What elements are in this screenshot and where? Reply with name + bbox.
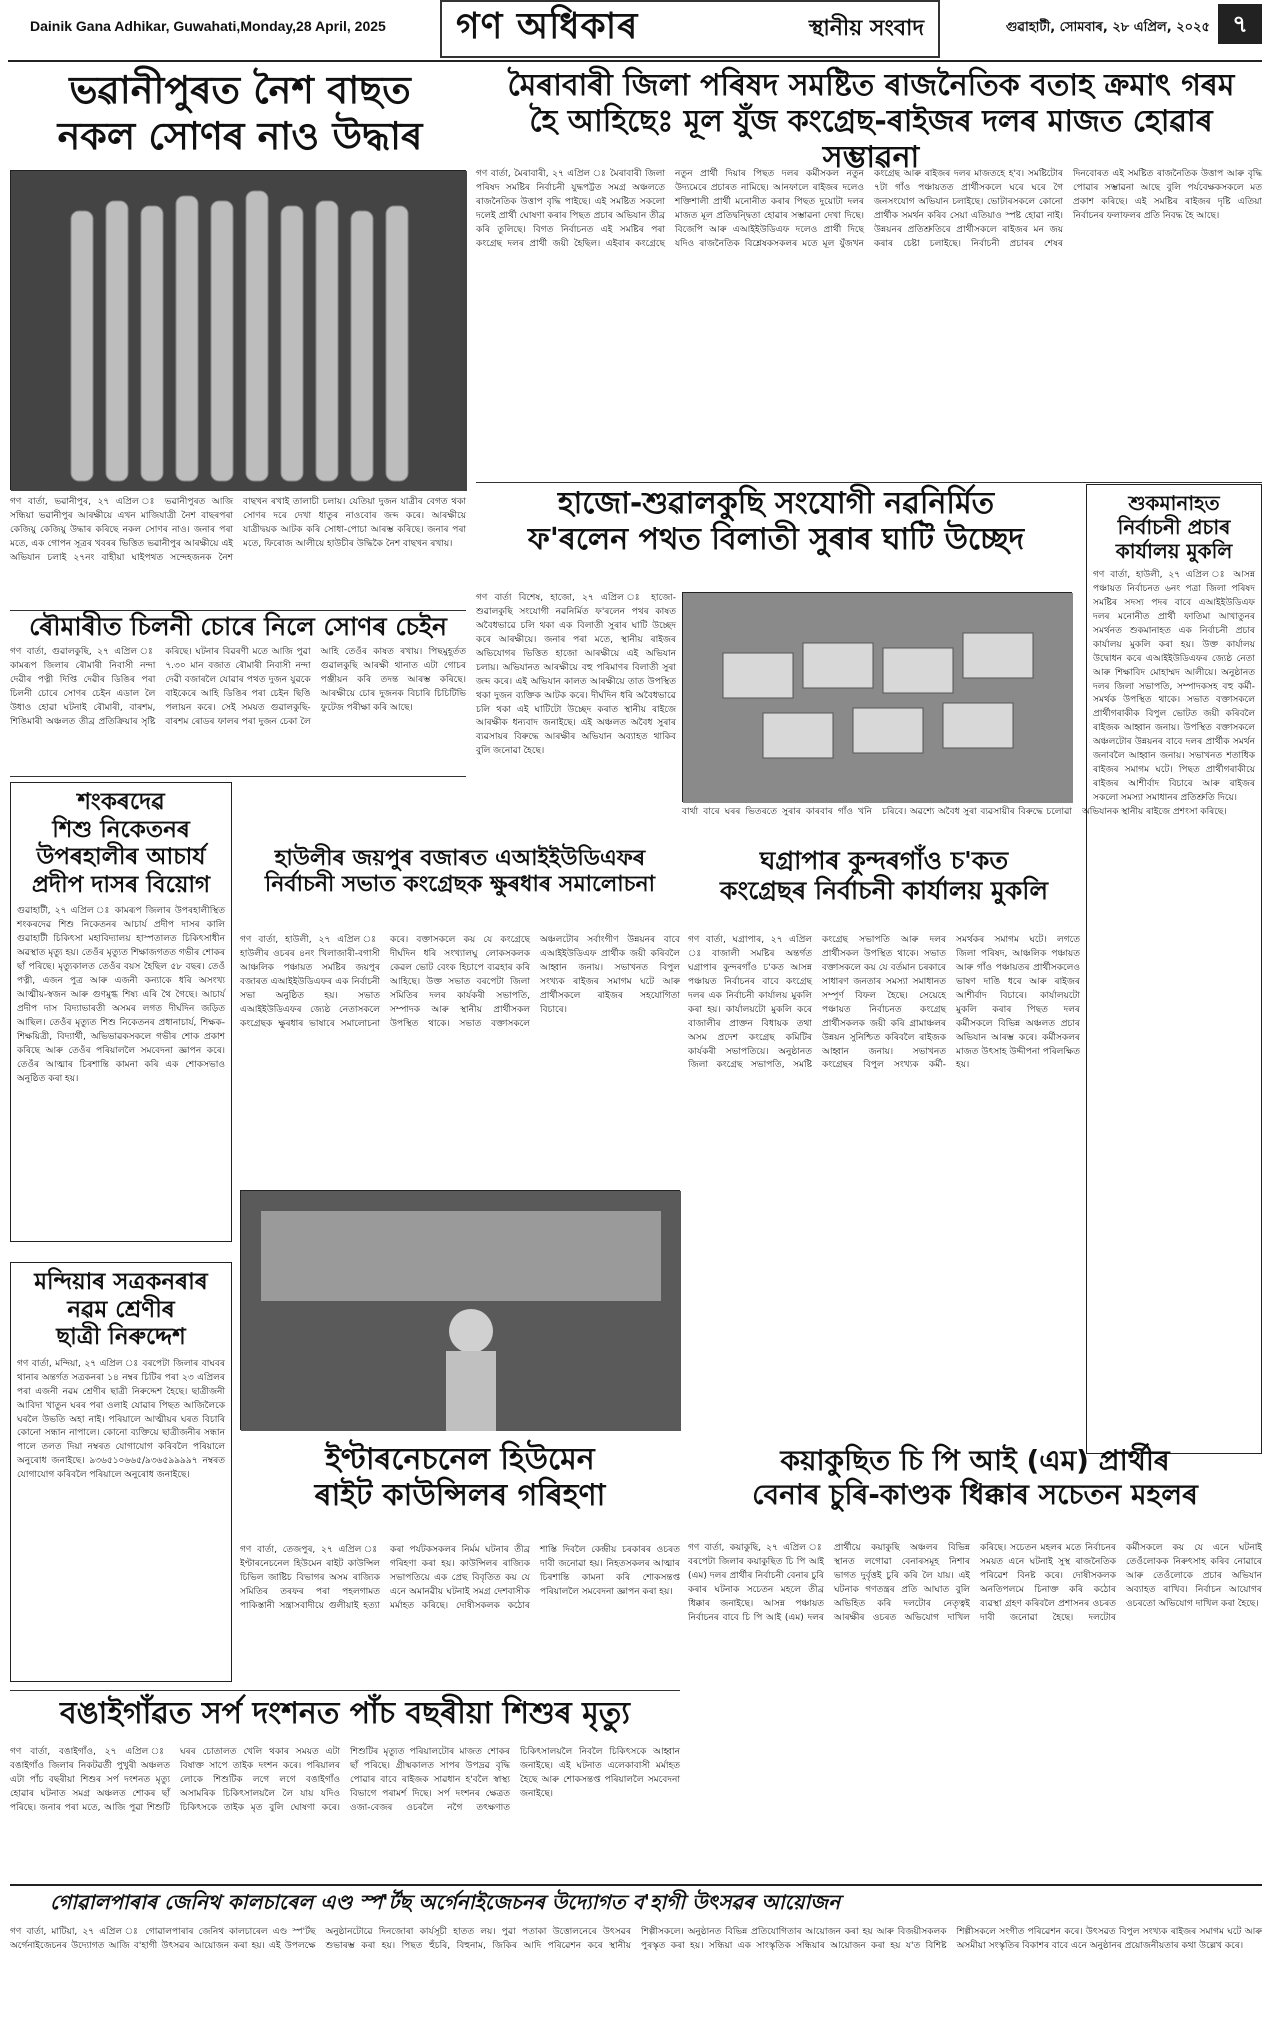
a8-title-line1: ঘগ্ৰাপাৰ কুন্দৰগাঁও চ'কত: [759, 846, 1009, 875]
a5-title-line1: হাজো-শুৱালকুছি সংযোগী নৱনিৰ্মিত: [557, 486, 995, 521]
article-9-headline: [240, 1442, 680, 1514]
a3-title-line3: উপৰহালীৰ আচাৰ্য: [36, 844, 206, 871]
a3-title-line4: প্ৰদীপ দাসৰ বিয়োগ: [31, 871, 211, 898]
a4-title-line1: মন্দিয়াৰ সত্ৰকনৰাৰ: [34, 1269, 208, 1295]
masthead-edition: Dainik Gana Adhikar, Guwahati,Monday,28 April, 2025: [30, 18, 386, 34]
section-name: স্থানীয় সংবাদ: [808, 15, 924, 41]
article-7-body: গণ বাৰ্তা, হাউলী, ২৭ এপ্ৰিল ঃ হাউলীৰ ওচৰৰ ৪নং খিলাজাৰী-বগাসী আঞ্চলিক পঞ্চায়ত সমষ্টিৰ জয়পুৰ বজাৰত এআইইউডিএফৰ এক নিৰ্বাচনী সভা অনুষ্ঠিত হয়। সভাত এআইইউডিএফৰ জ্যেষ্ঠ নেতাসকলে কংগ্ৰেছক ক্ষুৰধাৰ ভাষাৰে সমালোচনা কৰে। বক্তাসকলে কয় যে কংগ্ৰেছে দীৰ্ঘদিন ধৰি সংখ্যালঘু লোকসকলক কেৱল ভোট বেংক হিচাপে ব্যৱহাৰ কৰি আহিছে। উক্ত সভাত বৰপেটা জিলা সমিতিৰ দলৰ কাৰ্যকৰী সভাপতি, সম্পাদক আৰু স্থানীয় প্ৰাৰ্থীসকল উপস্থিত থাকে। সভাত বক্তাসকলে অঞ্চলটোৰ সৰ্বাংগীণ উন্নয়নৰ বাবে এআইইউডিএফ প্ৰাৰ্থীক জয়ী কৰিবলৈ আহ্বান জনায়। সভাখনত বিপুল সংখ্যক ৰাইজৰ সমাগম ঘটে আৰু প্ৰাৰ্থীসকলে ৰাইজৰ সহযোগিতা বিচাৰে।: [240, 935, 680, 1029]
a10-title-line1: কয়াকুছিত চি পি আই (এম) প্ৰাৰ্থীৰ: [780, 1444, 1170, 1477]
article-11-headline: বঙাইগাঁৱত সৰ্প দংশনত পাঁচ বছৰীয়া শিশুৰ মৃত্যু: [59, 1696, 630, 1731]
article-2-headline: ৰৌমাৰীত চিলনী চোৰে নিলে সোণৰ চেইন: [29, 612, 447, 641]
aiudf-meeting-photo: [240, 1190, 680, 1430]
article-1-headline: [10, 68, 470, 159]
article-7-headline: [240, 846, 680, 899]
article-5-body: গণ বাৰ্তা বিশেষ, হাজো, ২৭ এপ্ৰিল ঃ হাজো-শুৱালকুছি সংযোগী নৱনিৰ্মিত ফ'ৰলেন পথৰ কাষত অবৈধভাৱে চলি থকা এক বিলাতী সুৰাৰ ঘাটি উচ্ছেদ কৰে আৰক্ষীয়ে। জনাৰ পৰা মতে, স্থানীয় ৰাইজৰ অভিযোগৰ ভিত্তিত হাজো আৰক্ষীয়ে এই অভিযান চলায়। অভিযানত আৰক্ষীয়ে বহু পৰিমাণৰ বিলাতী সুৰা জব্দ কৰে। এই অভিযান কালত আৰক্ষীয়ে তাত উপস্থিত থকা দুজন ব্যক্তিক আটক কৰে। দীৰ্ঘদিন ধৰি অবৈধভাৱে চলি থকা এই ঘাটিটো উচ্ছেদ কৰাত স্থানীয় ৰাইজে আৰক্ষীক ধন্যবাদ জনাইছে। এই অঞ্চলত অবৈধ সুৰাৰ ব্যৱসায়ৰ বিৰুদ্ধে আৰক্ষীৰ অভিযান অব্যাহত থাকিব বুলি জনোৱা হৈছে।: [476, 593, 676, 757]
a7-title-line1: হাউলীৰ জয়পুৰ বজাৰত এআইইউডিএফৰ: [274, 846, 646, 871]
divider: [476, 482, 1262, 483]
article-1-body: গণ বাৰ্তা, ভৱানীপুৰ, ২৭ এপ্ৰিল ঃ ভৱানীপুৰত আজি সন্ধিয়া ভৱানীপুৰ আৰক্ষীয়ে এখন মাজিযাত্ৰী নৈশ বাছৰপৰা কেজিয়ু কেজিয়ু উদ্ধাৰ কৰিছে নকল সোণৰ নাও। জনাৰ পৰা মতে, এক গোপন সূত্ৰৰ খবৰৰ ভিত্তিত ভৱানীপুৰ আৰক্ষীয়ে এই অভিযান চলাই ২৭নং বাহীয়া ঘাইপথত সন্দেহজনক নৈশ বাছখন ৰখাই তালাচী চলায়। যেতিয়া দুজন যাত্ৰীৰ বেগত থকা সোণৰ দৰে দেখা ধাতুৰ নাওবোৰ জব্দ কৰে। আৰক্ষীয়ে যাত্ৰীদ্বয়ক আটক কৰি সোধা-পোচা আৰম্ভ কৰিছে। জনাৰ পৰা মতে, ফিৰোজ আলীয়ে হাউচীৰ উদ্ধিকৈ নৈশ বাছখন ৰখায়।: [10, 497, 466, 563]
article-6-body: গণ বাৰ্তা, হাউলী, ২৭ এপ্ৰিল ঃ আসন্ন পঞ্চায়ত নিৰ্বাচনত ৬নং পত্ৰা জিলা পৰিষদ সমষ্টিৰ সদস্য পদৰ বাবে এআইইউডিএফ দলৰ মনোনীত প্ৰাৰ্থী ফাতিমা আখাতুনৰ সমৰ্থনত শুকমানাহত এক নিৰ্বাচনী প্ৰচাৰ কাৰ্যালয় মুকলি কৰা হয়। উক্ত কাৰ্যালয় উদ্বোধন কৰে এআইইউডিএফৰ জ্যেষ্ঠ নেতা আৰু শিক্ষাবিদ মোহাম্মদ আলীয়ে। অনুষ্ঠানত দলৰ জিলা সভাপতি, সম্পাদকসহ বহু কৰ্মী-সমৰ্থক উপস্থিত থাকে। সভাত বক্তাসকলে প্ৰাৰ্থীগৰাকীক বিপুল ভোটত জয়ী কৰিবলৈ ৰাইজক আহ্বান জনায়। উপস্থিত বক্তাসকলে অঞ্চলটোৰ উন্নয়নৰ বাবে দলৰ প্ৰাৰ্থীক সমৰ্থন জনাবলৈ আহ্বান জনায়। সভাখনত শতাধিক ৰাইজৰ সমাগম ঘটে। পিছত প্ৰাৰ্থীগৰাকীয়ে ৰাইজৰ আশীৰ্বাদ বিচাৰে আৰু ৰাইজৰ সকলো সমস্যা সমাধানৰ প্ৰতিশ্ৰুতি দিয়ে।: [1093, 570, 1255, 803]
article-8-body: গণ বাৰ্তা, ঘগ্ৰাপাৰ, ২৭ এপ্ৰিল ঃ বাজালী সমষ্টিৰ অন্তৰ্গত ঘগ্ৰাপাৰ কুন্দৰগাঁও চ'কত আসন্ন পঞ্চায়ত নিৰ্বাচনৰ বাবে কংগ্ৰেছ দলৰ এক নিৰ্বাচনী কাৰ্যালয় মুকলি কৰা হয়। কাৰ্যালয়টো মুকলি কৰে বাজালীৰ প্ৰাক্তন বিধায়ক তথা অসম প্ৰদেশ কংগ্ৰেছ কমিটিৰ কাৰ্যকৰী সভাপতিয়ে। অনুষ্ঠানত জিলা কংগ্ৰেছ সভাপতি, সমষ্টি কংগ্ৰেছ সভাপতি আৰু দলৰ প্ৰাৰ্থীসকল উপস্থিত থাকে। সভাত বক্তাসকলে কয় যে বৰ্তমান চৰকাৰে সাধাৰণ জনতাৰ সমস্যা সমাধানত সম্পূৰ্ণ বিফল হৈছে। সেয়েহে পঞ্চায়ত নিৰ্বাচনত কংগ্ৰেছ প্ৰাৰ্থীসকলক জয়ী কৰি গ্ৰামাঞ্চলৰ উন্নয়ন সুনিশ্চিত কৰিবলৈ ৰাইজক আহ্বান জনায়। সভাখনত কংগ্ৰেছৰ বিপুল সংখ্যক কৰ্মী-সমৰ্থকৰ সমাগম ঘটে। লগতে জিলা পৰিষদ, আঞ্চলিক পঞ্চায়ত আৰু গাঁও পঞ্চায়তৰ প্ৰাৰ্থীসকলেও ভাষণ দাঙি ধৰে আৰু ৰাইজৰ আশীৰ্বাদ বিচাৰে। কাৰ্যালয়টো মুকলি কৰাৰ পিছত দলৰ কৰ্মীসকলে বিভিন্ন অঞ্চলত প্ৰচাৰ অভিযান আৰম্ভ কৰে। কৰ্মীসকলৰ মাজত উৎসাহ উদ্দীপনা পৰিলক্ষিত হয়।: [688, 935, 1080, 1071]
a4-title-line2: নৱম শ্ৰেণীৰ: [67, 1296, 175, 1323]
article-3-body: গুৱাহাটী, ২৭ এপ্ৰিল ঃ কামৰূপ জিলাৰ উপৰহালীস্থিত শংকৰদেৱ শিশু নিকেতনৰ আচাৰ্য প্ৰদীপ দাসৰ কালি গুৱাহাটী চিকিৎসা মহাবিদ্যালয় হাস্পতালত চিকিৎসাধীন অৱস্থাত মৃত্যু হয়। তেওঁৰ মৃত্যুত শিক্ষাজগতত গভীৰ শোকৰ ছাঁ পৰিছে। মৃত্যুকালত তেওঁৰ বয়স হৈছিল ৫৮ বছৰ। তেওঁ পত্নী, এজন পুত্ৰ আৰু এজনী কন্যাকে ধৰি অসংখ্য আত্মীয়-স্বজন আৰু গুণমুগ্ধ শিষ্য এৰি থৈ গৈছে। আচাৰ্য প্ৰদীপ দাস বিদ্যাভাৰতী অসমৰ লগত দীৰ্ঘদিন জড়িত আছিল। তেওঁৰ মৃত্যুত শিশু নিকেতনৰ প্ৰধানাচাৰ্য, শিক্ষক-শিক্ষয়িত্ৰী, বিদ্যাৰ্থী, অভিভাৱকসকলে গভীৰ শোক প্ৰকাশ কৰিছে আৰু তেওঁৰ পৰিয়াললৈ সমবেদনা জ্ঞাপন কৰে। তেওঁৰ আত্মাৰ চিৰশান্তি কামনা কৰি এক শোকসভাও অনুষ্ঠিত কৰা হয়।: [17, 906, 225, 1084]
a9-title-line2: ৰাইট কাউন্সিলৰ গৰিহণা: [314, 1478, 606, 1513]
article-8-headline: [688, 846, 1080, 906]
lead-title-line2: হৈ আহিছেঃ মূল যুঁজ কংগ্ৰেছ-ৰাইজৰ দলৰ মাজত হোৱাৰ সম্ভাৱনা: [529, 104, 1213, 175]
meeting-illustration: [241, 1191, 681, 1431]
divider: [10, 1690, 680, 1691]
article-11-body: গণ বাৰ্তা, বঙাইগাঁও, ২৭ এপ্ৰিল ঃ বঙাইগাঁও জিলাৰ নিকটৱৰ্তী পুখুৰী অঞ্চলত এটা পাঁচ বছৰীয়া শিশুৰ সৰ্প দংশনত মৃত্যু হোৱাৰ ঘটনাত সমগ্ৰ অঞ্চলত শোকৰ ছাঁ পৰিছে। জনাৰ পৰা মতে, আজি পুৱা শিশুটি ঘৰৰ চোতালত খেলি থকাৰ সময়ত এটা বিষাক্ত সাপে তাইক দংশন কৰে। পৰিয়ালৰ লোকে শিশুটিক লগে লগে বঙাইগাঁও অসামৰিক চিকিৎসালয়লৈ লৈ যায় যদিও চিকিৎসকে তাইক মৃত বুলি ঘোষণা কৰে। শিশুটিৰ মৃত্যুত পৰিয়ালটোৰ মাজত শোকৰ ছাঁ পৰিছে। গ্ৰীষ্মকালত সাপৰ উপদ্ৰৱ বৃদ্ধি পোৱাৰ বাবে ৰাইজক সাৱধান হ'বলৈ স্বাস্থ্য বিভাগে পৰামৰ্শ দিছে। সৰ্প দংশনৰ ক্ষেত্ৰত ওজা-বেজৰ ওচৰলৈ নগৈ তৎক্ষণাত চিকিৎসালয়লৈ নিবলৈ চিকিৎসকে আহ্বান জনাইছে। এই ঘটনাত এলেকাবাসী মৰ্মাহত হৈছে আৰু শোকসন্তপ্ত পৰিয়াললৈ সমবেদনা জনাইছে।: [10, 1747, 680, 1813]
article-4-box: [10, 1262, 232, 1682]
article-5-headline: [476, 486, 1076, 558]
a10-title-line2: বেনাৰ চুৰি-কাণ্ডক ধিক্কাৰ সচেতন মহলৰ: [752, 1477, 1198, 1511]
top-rule: [8, 60, 1262, 62]
a7-title-line2: নিৰ্বাচনী সভাত কংগ্ৰেছক ক্ষুৰধাৰ সমালোচনা: [264, 872, 656, 898]
a1-title-line1: ভৱানীপুৰত নৈশ বাছত: [69, 68, 411, 112]
divider: [10, 1884, 1262, 1886]
liquor-boxes-illustration: [683, 593, 1073, 803]
a3-title-line2: শিশু নিকেতনৰ: [52, 816, 190, 843]
a6-title-line3: কাৰ্যালয় মুকলি: [1115, 539, 1233, 563]
lead-body: গণ বাৰ্তা, মৈৰাবাৰী, ২৭ এপ্ৰিল ঃ মৈৰাবাৰী জিলা পৰিষদ সমষ্টিৰ নিৰ্বাচনী যুদ্ধপট্টত সমগ্ৰ অঞ্চলতে ৰাজনৈতিক উত্তাপ বৃদ্ধি পাইছে। এই সমষ্টিত সকলো দলেই প্ৰাৰ্থী ঘোষণা কৰাৰ পিছত প্ৰচাৰ অভিযান তীব্ৰ কৰি তুলিছে। বিগত নিৰ্বাচনত এই সমষ্টিৰ পৰা কংগ্ৰেছ দলৰ প্ৰাৰ্থী জয়ী হৈছিল। এইবাৰ কংগ্ৰেছে নতুন প্ৰাৰ্থী দিয়াৰ পিছত দলৰ কৰ্মীসকল নতুন উদ্যমেৰে প্ৰচাৰত নামিছে। আনফালে ৰাইজৰ দলেও শক্তিশালী প্ৰাৰ্থী মনোনীত কৰাৰ পিছত দুয়োটা দলৰ মাজত মূল প্ৰতিদ্বন্দ্বিতা হোৱাৰ সম্ভাৱনা দেখা দিছে। বিজেপি আৰু এআইইউডিএফ দলেও প্ৰাৰ্থী দিছে যদিও ৰাজনৈতিক বিশ্লেষকসকলৰ মতে মূল যুঁজখন কংগ্ৰেছ আৰু ৰাইজৰ দলৰ মাজতহে হ'ব। সমষ্টিটোৰ ৭টা গাঁও পঞ্চায়তত প্ৰাৰ্থীসকলে ঘৰে ঘৰে গৈ জনসংযোগ অভিযান চলাইছে। ভোটাৰসকলে কোনো প্ৰাৰ্থীক সমৰ্থন কৰিব সেয়া এতিয়াও স্পষ্ট হোৱা নাই। উন্নয়নৰ প্ৰতিশ্ৰুতিৰে প্ৰাৰ্থীসকলে ৰাইজৰ মন জয় কৰাৰ চেষ্টা চলাইছে। নিৰ্বাচনী প্ৰচাৰৰ শেষৰ দিনবোৰত এই সমষ্টিত ৰাজনৈতিক উত্তাপ আৰু বৃদ্ধি পোৱাৰ সম্ভাৱনা আছে বুলি পৰ্যবেক্ষকসকলে মত প্ৰকাশ কৰিছে। এই সমষ্টিৰ ৰাইজৰ দৃষ্টি এতিয়া নিৰ্বাচনৰ ফলাফলৰ প্ৰতি নিবদ্ধ হৈ আছে।: [476, 169, 1262, 249]
gold-boat-photo: [10, 170, 466, 490]
divider: [10, 610, 466, 611]
a6-title-line2: নিৰ্বাচনী প্ৰচাৰ: [1117, 515, 1231, 539]
lead-title-line1: মৈৰাবাৰী জিলা পৰিষদ সমষ্টিত ৰাজনৈতিক বতাহ ক্ৰমাৎ গৰম: [507, 68, 1235, 103]
newspaper-logo: গণ অধিকাৰ: [456, 6, 639, 47]
article-6-headline: [1093, 491, 1255, 563]
article-4-headline: [17, 1269, 225, 1352]
masthead-box: [440, 0, 940, 58]
article-3-box: [10, 782, 232, 1242]
a3-title-line1: শংকৰদেৱ: [77, 789, 165, 815]
a9-title-line1: ইণ্টাৰনেচনেল হিউমেন: [325, 1442, 595, 1477]
a1-title-line2: নকল সোণৰ নাও উদ্ধাৰ: [57, 113, 423, 158]
article-2-body: গণ বাৰ্তা, গুৱালকুছি, ২৭ এপ্ৰিল ঃ কামৰূপ জিলাৰ ৰৌমাৰী নিবাসী নন্দা দেৱীৰ পত্নী দিপ্তি দেৱীৰ ডিঙিৰ পৰা চিলনী চোৰে সোণৰ চেইন এডাল লৈ উধাও হোৱা ঘটনাই ৰৌমাৰী, বাৰশম, শিঙিমাৰী অঞ্চলত তীব্ৰ প্ৰতিক্ৰিয়াৰ সৃষ্টি কৰিছে। ঘটনাৰ বিৱৰণী মতে আজি পুৱা ৭.৩০ মান বজাত ৰৌমাৰী নিবাসী নন্দা দেৱী বজাৰলৈ যোৱাৰ পথত দুজন যুৱকে বাইকেৰে আহি ডিঙিৰ পৰা চেইন ছিঙি পলায়ন কৰে। সেই সময়ত গুৱালকুছি-বাৰশম ৰোডৰ ফালৰ পৰা দুজন চেকা লৈ আহি তেওঁৰ কাষত ৰখায়। পিছমুহূৰ্তত গুৱালকুছি আৰক্ষী থানাত এটা গোচৰ পঞ্জীয়ন কৰি তদন্ত আৰম্ভ কৰিছে। আৰক্ষীয়ে চোৰ দুজনক বিচাৰি চিচিটিভি ফুটেজ পৰীক্ষা কৰি আছে।: [10, 647, 466, 727]
lead-headline: [476, 68, 1266, 176]
gold-boat-illustration: [11, 171, 467, 491]
liquor-photo-caption: বাৰ্থা বাৰে ঘৰৰ ভিতৰতে সুৰাৰ কাৰবাৰ গাঁও খনি চৰিবে। অৱশ্যে অবৈধ সুৰা ব্যৱসায়ীৰ বিৰুদ্ধে চলোৱা অভিযানক স্থানীয় ৰাইজে প্ৰশংসা কৰিছে।: [682, 807, 1227, 817]
a4-title-line3: ছাত্ৰী নিৰুদ্দেশ: [56, 1324, 186, 1351]
article-3-headline: [17, 789, 225, 899]
a6-title-line1: শুকমানাহত: [1128, 491, 1220, 515]
a5-title-line2: ফ'ৰলেন পথত বিলাতী সুৰাৰ ঘাটি উচ্ছেদ: [527, 522, 1025, 557]
liquor-boxes-photo: [682, 592, 1072, 802]
article-12-body: গণ বাৰ্তা, মাটিয়া, ২৭ এপ্ৰিল ঃ গোৱালপাৰাৰ জেনিথ কালচাৰেল এণ্ড স্প'ৰ্টছ অৰ্গেনাইজেচনৰ উদ্যোগত আজি ব'হাগী উৎসৱৰ আয়োজন কৰা হয়। এই উপলক্ষে অনুষ্ঠানটোৱে দিনজোৰা কাৰ্যসূচী হাতত লয়। পুৱা পতাকা উত্তোলনেৰে উৎসৱৰ শুভাৰম্ভ কৰা হয়। পিছত হুঁচৰি, বিহুনাম, জিকিৰ আদি পৰিৱেশন কৰে স্থানীয় শিল্পীসকলে। অনুষ্ঠানত বিভিন্ন প্ৰতিযোগিতাৰ আয়োজন কৰা হয় আৰু বিজয়ীসকলক পুৰস্কৃত কৰা হয়। সন্ধিয়া এক সাংস্কৃতিক সন্ধিয়াৰ আয়োজন কৰা হয় য'ত বিশিষ্ট শিল্পীসকলে সংগীত পৰিৱেশন কৰে। উৎসৱত বিপুল সংখ্যক ৰাইজৰ সমাগম ঘটে আৰু অসমীয়া সংস্কৃতিৰ বিকাশৰ বাবে এনে অনুষ্ঠানৰ প্ৰয়োজনীয়তাৰ কথা উল্লেখ কৰে।: [10, 1927, 1262, 1951]
masthead-date: গুৱাহাটী, সোমবাৰ, ২৮ এপ্ৰিল, ২০২৫: [1005, 20, 1210, 35]
a8-title-line2: কংগ্ৰেছৰ নিৰ্বাচনী কাৰ্যালয় মুকলি: [719, 876, 1049, 905]
article-12-headline: গোৱালপাৰাৰ জেনিথ কালচাৰেল এণ্ড স্প'ৰ্টছ অৰ্গেনাইজেচনৰ উদ্যোগত ব'হাগী উৎসৱৰ আয়োজন: [50, 1890, 841, 1914]
article-10-headline: [688, 1444, 1262, 1511]
article-10-body: গণ বাৰ্তা, কয়াকুছি, ২৭ এপ্ৰিল ঃ বৰপেটা জিলাৰ কয়াকুছিত চি পি আই (এম) দলৰ প্ৰাৰ্থীৰ নিৰ্বাচনী বেনাৰ চুৰি কৰাৰ ঘটনাক সচেতন মহলে তীব্ৰ ধিক্কাৰ জনাইছে। আসন্ন পঞ্চায়ত নিৰ্বাচনৰ বাবে চি পি আই (এম) দলৰ প্ৰাৰ্থীয়ে কয়াকুছি অঞ্চলৰ বিভিন্ন স্থানত লগোৱা বেনাৰসমূহ নিশাৰ ভাগত দুৰ্বৃত্তই চুৰি কৰি লৈ যায়। এই ঘটনাক গণতন্ত্ৰৰ প্ৰতি আঘাত বুলি অভিহিত কৰি দলটোৰ নেতৃত্বই আৰক্ষীৰ ওচৰত অভিযোগ দাখিল কৰিছে। সচেতন মহলৰ মতে নিৰ্বাচনৰ সময়ত এনে ঘটনাই সুস্থ ৰাজনৈতিক পৰিৱেশ বিনষ্ট কৰে। দোষীসকলক অনতিপলমে চিনাক্ত কৰি কঠোৰ ব্যৱস্থা গ্ৰহণ কৰিবলৈ প্ৰশাসনৰ ওচৰত দাবী জনোৱা হৈছে। দলটোৰ কৰ্মীসকলে কয় যে এনে ঘটনাই তেওঁলোকক নিৰুৎসাহ কৰিব নোৱাৰে আৰু তেওঁলোকে প্ৰচাৰ অভিযান অব্যাহত ৰাখিব। নিৰ্বাচন আয়োগৰ ওচৰতো অভিযোগ দাখিল কৰা হৈছে।: [688, 1543, 1262, 1623]
divider: [10, 776, 466, 777]
article-9-body: গণ বাৰ্তা, তেজপুৰ, ২৭ এপ্ৰিল ঃ ইণ্টাৰনেচনেল হিউমেন ৰাইট কাউন্সিল চিভিল জাষ্টিচ বিভাগৰ অসম ৰাজ্যিক সমিতিৰ তৰফৰ পৰা পহলগামত পাকিস্তানী সন্ত্ৰাসবাদীয়ে গুলীয়াই হত্যা কৰা পৰ্যটকসকলৰ নিৰ্মম ঘটনাৰ তীব্ৰ গৰিহণা কৰা হয়। কাউন্সিলৰ ৰাজ্যিক সভাপতিয়ে এক প্ৰেছ বিবৃতিত কয় যে এনে অমানৱীয় ঘটনাই সমগ্ৰ দেশবাসীক মৰ্মাহত কৰিছে। দোষীসকলক কঠোৰ শাস্তি দিবলৈ কেন্দ্ৰীয় চৰকাৰৰ ওচৰত দাবী জনোৱা হয়। নিহতসকলৰ আত্মাৰ চিৰশান্তি কামনা কৰি শোকসন্তপ্ত পৰিয়াললৈ সমবেদনা জ্ঞাপন কৰা হয়।: [240, 1545, 680, 1611]
page-number: ৭: [1218, 4, 1262, 44]
article-4-body: গণ বাৰ্তা, মন্দিয়া, ২৭ এপ্ৰিল ঃ বৰপেটা জিলাৰ বাঘবৰ থানাৰ অন্তৰ্গত সত্ৰকনৰা ১৪ নম্বৰ চিটিৰ পৰা ২৩ এপ্ৰিলৰ পৰা এজনী নৱম শ্ৰেণীৰ ছাত্ৰী নিৰুদ্দেশ হৈছে। ছাত্ৰীজনী আবিদা খাতুন ঘৰৰ পৰা ওলাই যোৱাৰ পিছত আজিলৈকে ঘৰলৈ উভতি অহা নাই। পৰিয়ালে আত্মীয়ৰ ঘৰত বিচাৰি কোনো সন্ধান নাপালে। কোনো ব্যক্তিয়ে ছাত্ৰীজনীৰ সন্ধান পালে তলত দিয়া নম্বৰত যোগাযোগ কৰিবলৈ পৰিয়ালে অনুৰোধ জনাইছে। ৯৩৬৫১০৬৬৫/৯৩৬৫৯৯৯৯৭ নম্বৰত যোগাযোগ কৰিবলৈ পৰিয়ালে অনুৰোধ জনাইছে।: [17, 1358, 225, 1481]
article-6-box: [1086, 484, 1262, 1454]
